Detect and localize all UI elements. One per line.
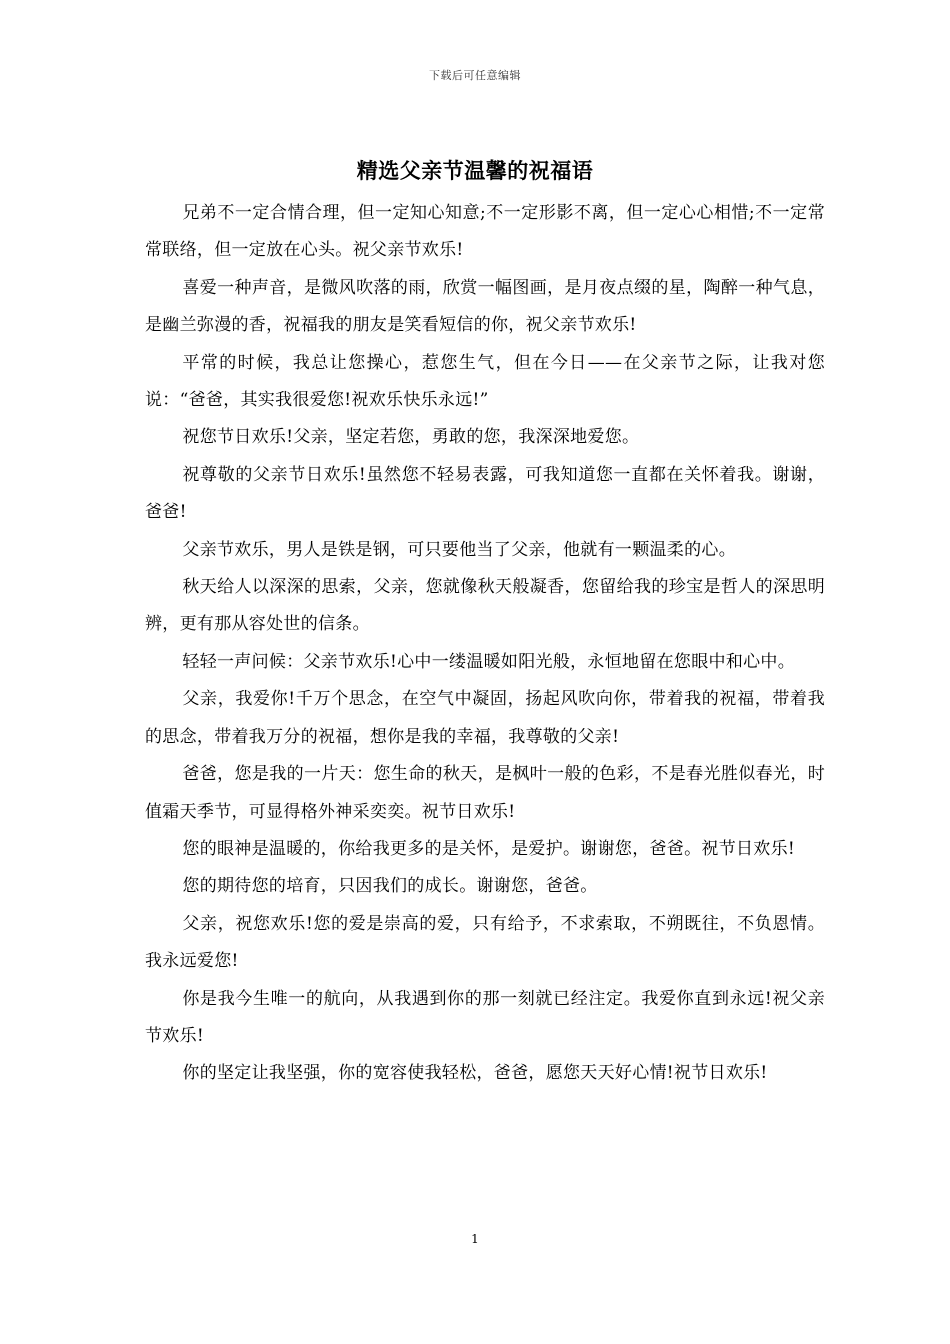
paragraph: 轻轻一声问候：父亲节欢乐!心中一缕温暖如阳光般，永恒地留在您眼中和心中。 [182,651,796,672]
document-title: 精选父亲节温馨的祝福语 [356,159,594,183]
paragraph: 平常的时候，我总让您操心，惹您生气，但在今日——在父亲节之际，让我对您说：“爸爸，其实我很爱您!祝欢乐快乐永远!” [145,352,825,411]
paragraph: 父亲节欢乐，男人是铁是钢，可只要他当了父亲，他就有一颗温柔的心。 [182,539,736,560]
paragraph: 你是我今生唯一的航向，从我遇到你的那一刻就已经注定。我爱你直到永远!祝父亲节欢乐! [145,988,825,1046]
paragraph: 您的眼神是温暖的，你给我更多的是关怀，是爱护。谢谢您，爸爸。祝节日欢乐! [182,838,796,859]
document-body [145,195,825,1093]
paragraph: 祝尊敬的父亲节日欢乐!虽然您不轻易表露，可我知道您一直都在关怀着我。谢谢，爸爸! [145,464,825,523]
page-number: 1 [471,1232,479,1246]
paragraph: 您的期待您的培育，只因我们的成长。谢谢您，爸爸。 [182,876,598,897]
paragraph: 祝您节日欢乐!父亲，坚定若您，勇敢的您，我深深地爱您。 [182,427,640,448]
paragraph: 爸爸，您是我的一片天：您生命的秋天，是枫叶一般的色彩，不是春光胜似春光，时值霜天季节，可显得格外神采奕奕。祝节日欢乐! [145,764,825,822]
paragraph: 父亲，祝您欢乐!您的爱是崇高的爱，只有给予，不求索取，不朔既往，不负恩情。我永远爱您! [145,913,825,972]
paragraph: 你的坚定让我坚强，你的宽容使我轻松，爸爸，愿您天天好心情!祝节日欢乐! [182,1063,768,1084]
page-header: 下载后可任意编辑 [429,69,521,82]
paragraph: 兄弟不一定合情合理，但一定知心知意;不一定形影不离，但一定心心相惜;不一定常常联络，但一定放在心头。祝父亲节欢乐! [145,203,825,261]
paragraph: 喜爱一种声音，是微风吹落的雨，欣赏一幅图画，是月夜点缀的星，陶醉一种气息，是幽兰弥漫的香，祝福我的朋友是笑看短信的你，祝父亲节欢乐! [145,277,825,336]
paragraph: 父亲，我爱你!千万个思念，在空气中凝固，扬起风吹向你，带着我的祝福，带着我的思念，带着我万分的祝福，想你是我的幸福，我尊敬的父亲! [145,689,825,747]
paragraph: 秋天给人以深深的思索，父亲，您就像秋天般凝香，您留给我的珍宝是哲人的深思明辨，更有那从容处世的信条。 [145,577,825,635]
